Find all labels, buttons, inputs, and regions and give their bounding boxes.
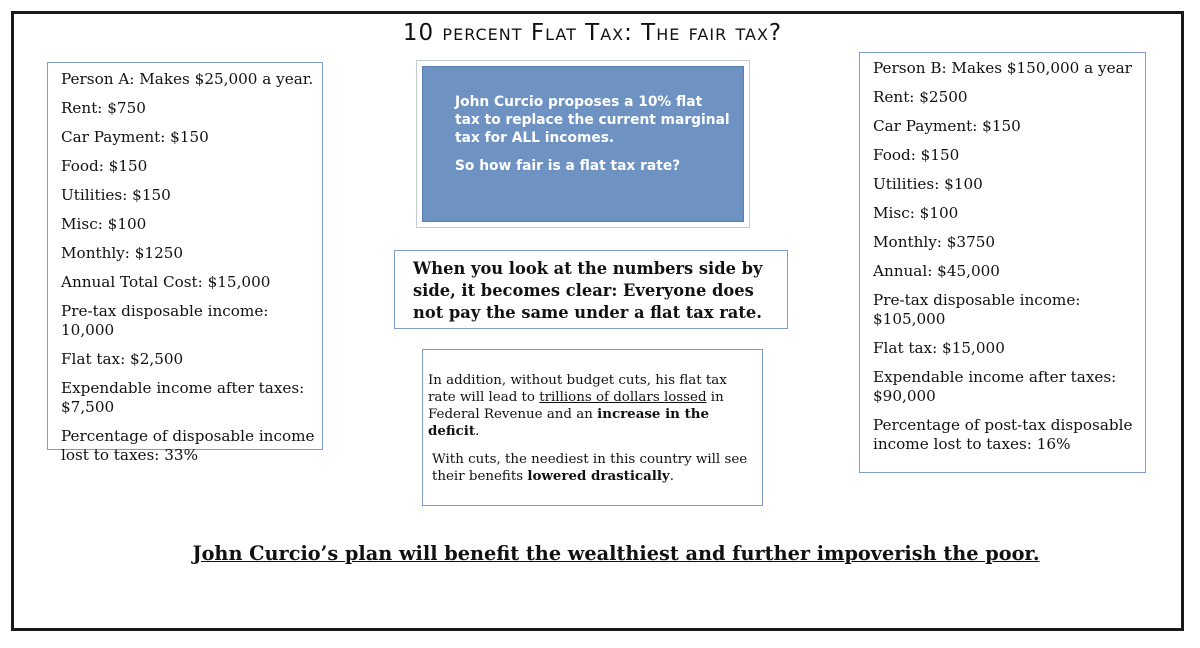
person-b-line: Percentage of post-tax disposable income lost to taxes: 16% bbox=[873, 416, 1133, 453]
person-a-line: Person A: Makes $25,000 a year. bbox=[61, 70, 314, 88]
proposal-text: John Curcio proposes a 10% flat tax to replace the current marginal tax for ALL incomes. bbox=[455, 94, 730, 146]
person-a-line: Expendable income after taxes: $7,500 bbox=[61, 379, 305, 416]
person-b-panel bbox=[859, 52, 1146, 473]
cuts-bold: lowered drastically bbox=[527, 468, 670, 484]
person-b-line: Pre-tax disposable income: $105,000 bbox=[873, 291, 1081, 328]
person-b-line: Rent: $2500 bbox=[873, 88, 968, 106]
person-b-line: Monthly: $3750 bbox=[873, 233, 996, 251]
comparison-conclusion: When you look at the numbers side by side, it becomes clear: Everyone does not pay the same under a flat tax rate. bbox=[394, 250, 788, 329]
cuts-text-2: . bbox=[669, 469, 674, 484]
person-b-line: Misc: $100 bbox=[873, 204, 959, 222]
person-a-line: Car Payment: $150 bbox=[61, 128, 209, 146]
person-b-line: Person B: Makes $150,000 a year bbox=[873, 59, 1132, 77]
person-b-line: Annual: $45,000 bbox=[873, 262, 1000, 280]
deficit-text-1: In addition, without budget cuts, his flat tax rate will lead to bbox=[428, 373, 727, 405]
person-a-line: Percentage of disposable income lost to taxes: 33% bbox=[61, 427, 315, 464]
page-title: 10 percent Flat Tax: The fair tax? bbox=[402, 20, 783, 46]
proposal-callout-body bbox=[422, 66, 744, 222]
person-a-line: Utilities: $150 bbox=[61, 186, 171, 204]
proposal-callout bbox=[416, 60, 750, 228]
person-a-panel bbox=[47, 62, 323, 464]
person-a-line: Food: $150 bbox=[61, 157, 148, 175]
deficit-text-2: in Federal Revenue and an bbox=[428, 390, 724, 422]
trillions-underlined: trillions of dollars lossed bbox=[539, 390, 707, 405]
person-a-line: Misc: $100 bbox=[61, 215, 147, 233]
person-a-line: Flat tax: $2,500 bbox=[61, 350, 184, 368]
deficit-bold: increase in the deficit bbox=[428, 406, 710, 439]
deficit-text-3: . bbox=[475, 424, 480, 439]
person-b-line: Car Payment: $150 bbox=[873, 117, 1021, 135]
cuts-text-1: With cuts, the neediest in this country will see their benefits bbox=[432, 452, 748, 484]
person-b-line: Food: $150 bbox=[873, 146, 960, 164]
person-b-line: Expendable income after taxes: $90,000 bbox=[873, 368, 1117, 405]
person-a-line: Pre-tax disposable income: 10,000 bbox=[61, 302, 269, 339]
deficit-paragraph bbox=[428, 372, 756, 440]
person-a-line: Annual Total Cost: $15,000 bbox=[61, 273, 271, 291]
person-a-line: Rent: $750 bbox=[61, 99, 146, 117]
deficit-note bbox=[422, 349, 763, 506]
cuts-paragraph bbox=[432, 451, 756, 485]
person-b-line: Utilities: $100 bbox=[873, 175, 983, 193]
person-a-line: Monthly: $1250 bbox=[61, 244, 184, 262]
proposal-question: So how fair is a flat tax rate? bbox=[455, 158, 681, 174]
footer-conclusion: John Curcio’s plan will benefit the wealthiest and further impoverish the poor. bbox=[192, 542, 1040, 565]
person-b-line: Flat tax: $15,000 bbox=[873, 339, 1005, 357]
